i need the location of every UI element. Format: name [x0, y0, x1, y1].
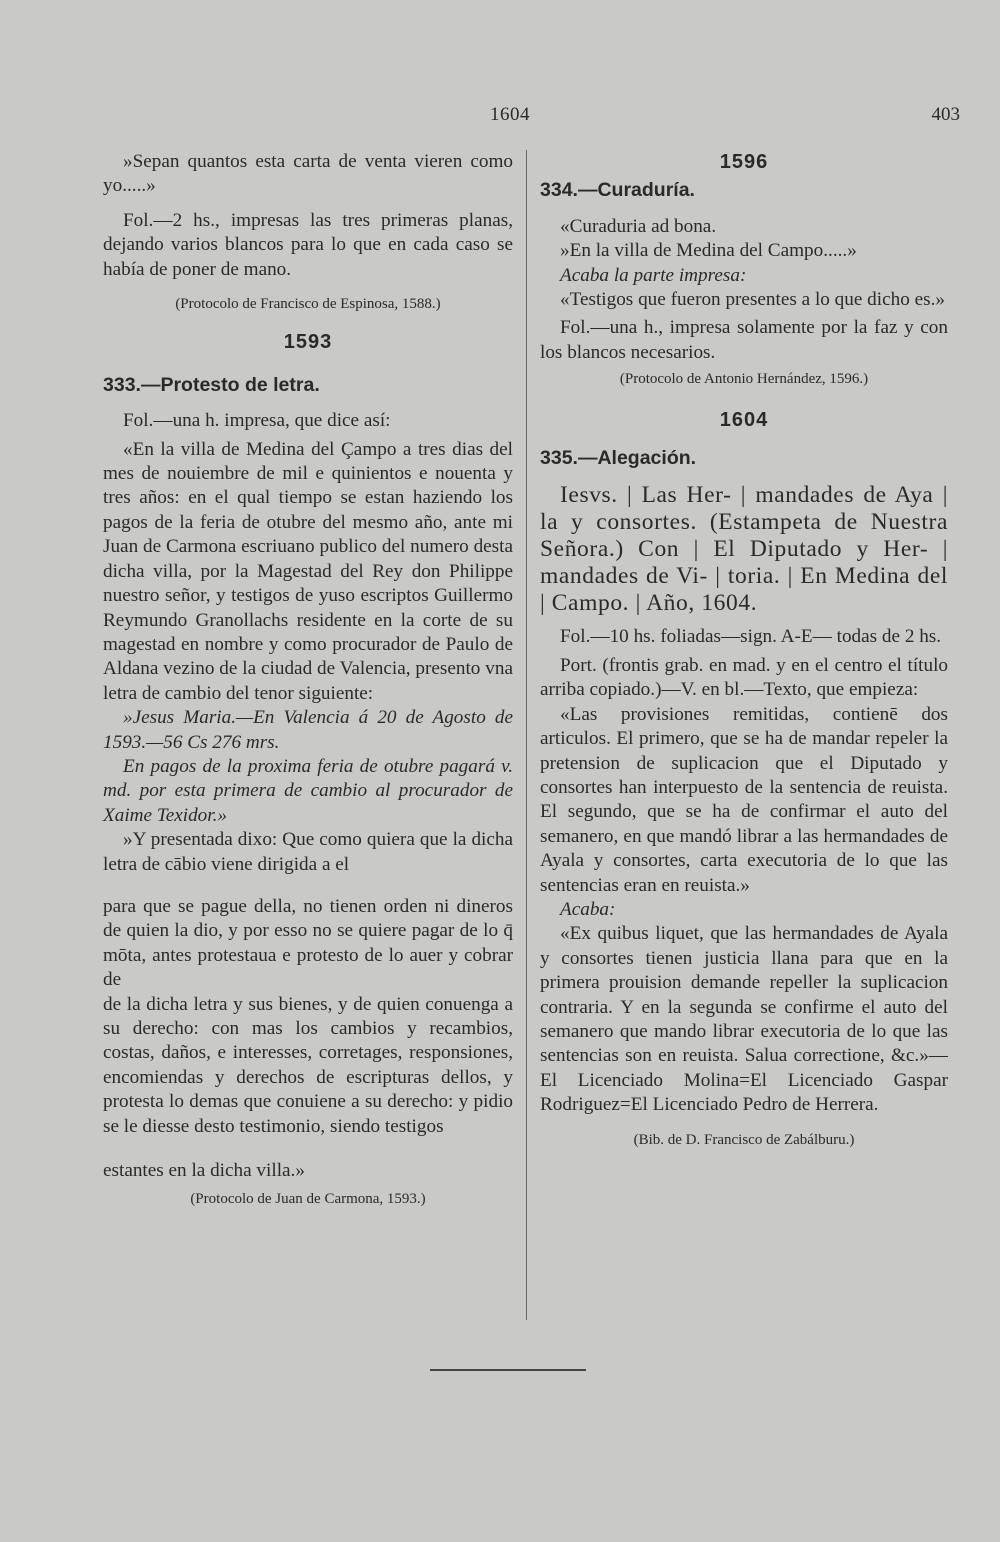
fol-note: Fol.—una h., impresa solamente por la faz y con los blancos necesarios.	[540, 317, 948, 363]
entry-title: 333.—Protesto de letra.	[103, 373, 320, 396]
year-heading: 1593	[283, 331, 333, 354]
intro-quote: »Sepan quantos esta carta de venta vieren como yo.....»	[103, 151, 513, 197]
quote-line: «Testigos que fueron presentes a lo que dicho es.»	[560, 289, 945, 311]
paragraph: estantes en la dicha villa.»	[103, 1160, 305, 1182]
page-number: 403	[931, 104, 960, 125]
source-citation: (Bib. de D. Francisco de Zabálburu.)	[633, 1131, 855, 1148]
paragraph: »Y presentada dixo: Que como quiera que la dicha letra de cābio viene dirigida a el	[103, 829, 513, 875]
fol-note: Fol.—10 hs. foliadas—sign. A-E— todas de 2 hs.	[560, 626, 942, 648]
left-column	[103, 150, 513, 1212]
title-transcription: Iesvs. | Las Her- | mandades de Aya | la y consortes. (Estampeta de Nuestra Señora.) Con | El Diputado y Her- | mandades de Vi- | toria. | En Medina del | Campo. | Año, 1604.	[540, 482, 948, 617]
italic-label: Acaba:	[560, 898, 616, 920]
entry-title: 334.—Curaduría.	[540, 179, 695, 202]
running-header-year: 1604	[490, 104, 530, 125]
source-citation: (Protocolo de Antonio Hernández, 1596.)	[619, 371, 869, 388]
year-heading: 1596	[719, 151, 769, 173]
paragraph: Port. (frontis grab. en mad. y en el centro el título arriba copiado.)—V. en bl.—Texto, que empieza:	[540, 654, 948, 701]
paragraph: para que se pague della, no tienen orden ni dineros de quien la dio, y por esso no se quiere pagar de lo q̄ mōta, antes protestaua e protesto de lo auer y cobrar de	[103, 895, 513, 991]
column-divider	[526, 150, 527, 1320]
year-heading: 1604	[719, 408, 769, 431]
paragraph: «Las provisiones remitidas, contienē dos articulos. El primero, que se ha de mandar repeler la pretension de suplicacion que el Diputado y consortes han interpuesto de la sentencia de reuista. El segundo, que se ha de confirmar el auto del semanero, en que mandó librar a las hermandades de Ayala y consortes, carta executoria de lo que las sentencias eran en reuista.»	[540, 703, 948, 896]
entry-title: 335.—Alegación.	[540, 447, 697, 470]
source-citation: (Protocolo de Juan de Carmona, 1593.)	[190, 1191, 426, 1208]
quote-line: »En la villa de Medina del Campo.....»	[560, 240, 857, 262]
right-column	[540, 150, 948, 1152]
paragraph: En pagos de la proxima feria de otubre pagará v. md. por esta primera de cambio al procurador de Xaime Texidor.»	[103, 755, 513, 826]
quote-line: «Curaduria ad bona.	[560, 215, 717, 237]
fol-note: Fol.—2 hs., impresas las tres primeras planas, dejando varios blancos para lo que en cada caso se había de poner de mano.	[103, 209, 513, 280]
paragraph: »Jesus Maria.—En Valencia á 20 de Agosto de 1593.—56 Cs 276 mrs.	[103, 707, 513, 753]
source-citation: (Protocolo de Francisco de Espinosa, 1588.)	[175, 296, 441, 313]
fol-note: Fol.—una h. impresa, que dice así:	[123, 410, 391, 432]
paragraph: «Ex quibus liquet, que las hermandades de Ayala y consortes tienen justicia llana para que en la primera prouision demande repeller la suplicacion contraria. Y en la segunda se confirme el auto del semanero que mando librar executoria de lo que las sentencias son en reuista. Salua correctione, &c.»—El Licenciado Molina=El Licenciado Gaspar Rodriguez=El Licenciado Pedro de Herrera.	[540, 923, 948, 1116]
section-end-rule	[430, 1369, 586, 1371]
italic-label: Acaba la parte impresa:	[560, 264, 747, 286]
paragraph: «En la villa de Medina del Çampo a tres dias del mes de nouiembre de mil e quinientos e nouenta y tres años: en el qual tiempo se estan haziendo los pagos de la feria de otubre del mesmo año, ante mi Juan de Carmona escriuano publico del numero desta dicha villa, por la Magestad del Rey don Philippe nuestro señor, y testigos de yuso escriptos Guillermo Reymundo Granollachs residente en la corte de su magestad en nombre y como procurador de Paulo de Aldana vezino de la ciudad de Valencia, presento vna letra de cambio del tenor siguiente:	[103, 438, 513, 704]
paragraph: de la dicha letra y sus bienes, y de quien conuenga a su derecho: con mas los cambios y recambios, costas, daños, e interesses, corretages, responsiones, encomiendas y derechos de escripturas dellos, y protesta lo demas que conuiene a su derecho: y pidio se le diesse desto testimonio, siendo testigos	[103, 993, 513, 1137]
